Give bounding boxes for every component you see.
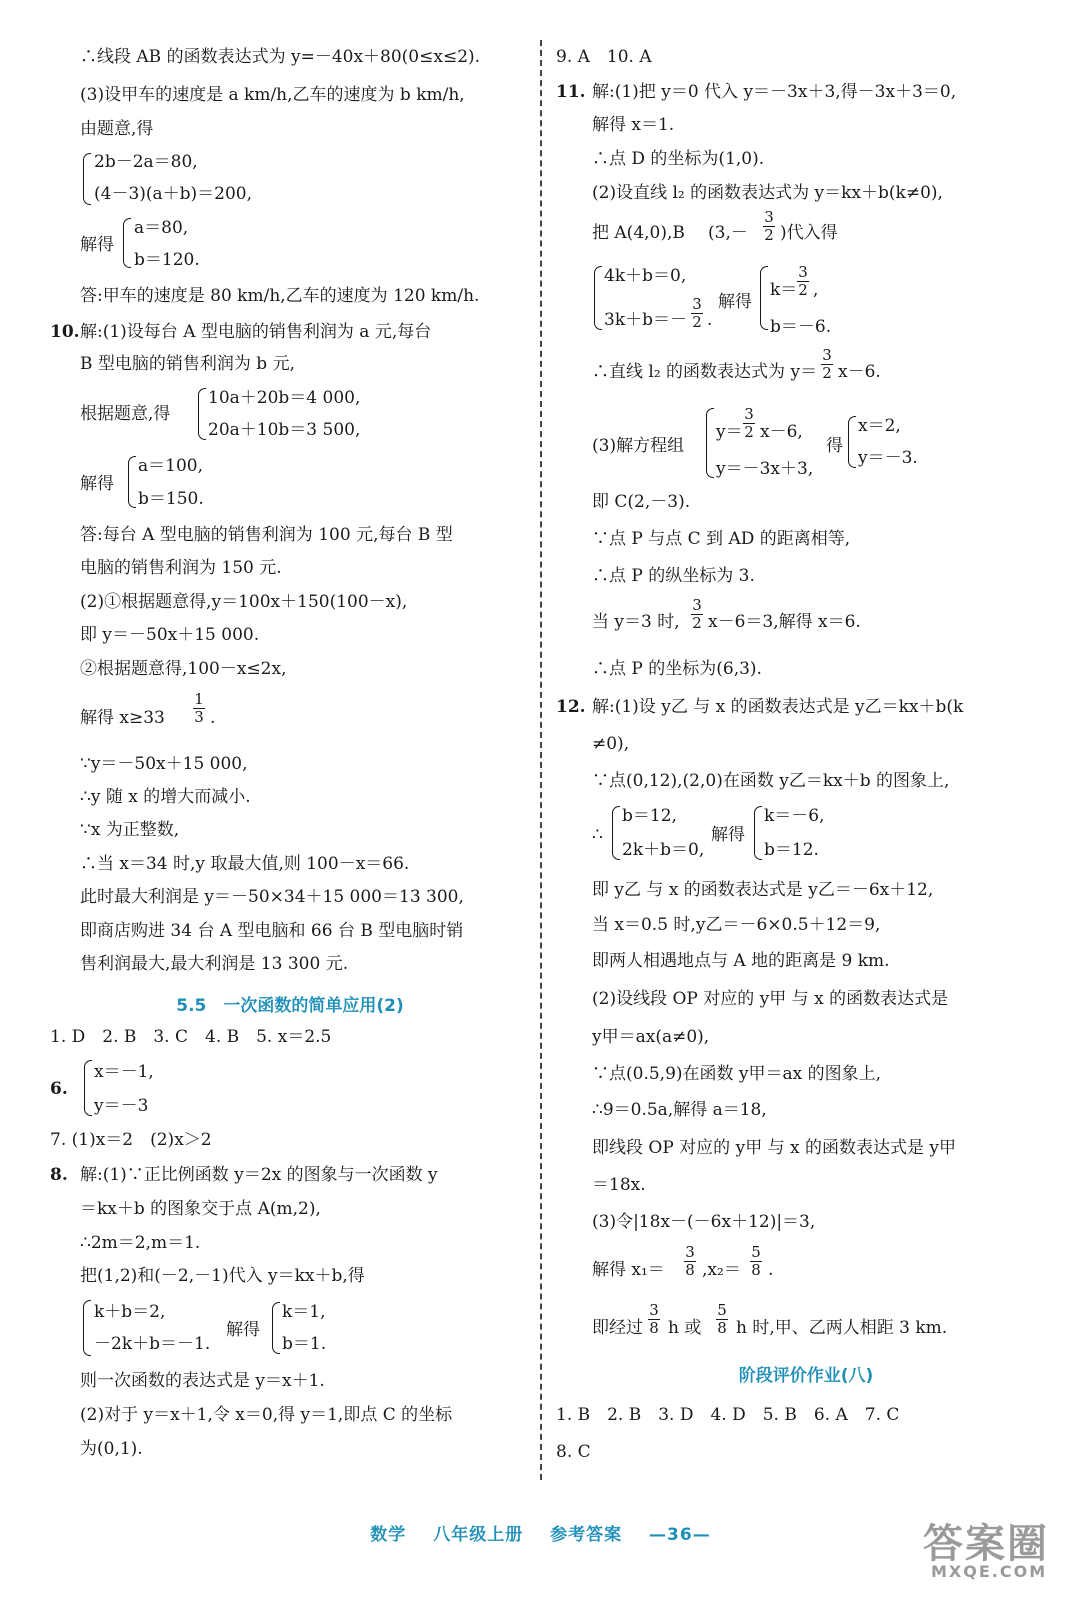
text-line: 解:(1)∵正比例函数 y＝2x 的图象与一次函数 y [80, 1165, 438, 1185]
text-line: h 时,甲、乙两人相距 3 km. [736, 1318, 948, 1338]
equation: b＝150. [138, 489, 204, 509]
section-title: 阶段评价作业(八) [738, 1366, 874, 1386]
equation: 4k＋b＝0, [604, 266, 687, 286]
equation: k＋b＝2, [94, 1302, 166, 1322]
equation: b＝1. [282, 1334, 327, 1354]
equation: a＝100, [138, 456, 203, 476]
equation: b＝12. [764, 840, 819, 860]
text-line: (2)对于 y＝x＋1,令 x＝0,得 y＝1,即点 C 的坐标 [80, 1405, 453, 1425]
equation: k＝1, [282, 1302, 326, 1322]
brace [754, 806, 762, 860]
text-line: 为(0,1). [80, 1439, 143, 1459]
numerator: 3 [685, 1243, 695, 1261]
text-line: ∴ [592, 825, 603, 845]
brace [83, 1300, 91, 1356]
text-line: 由题意,得 [80, 119, 154, 139]
text-line: ≠0), [592, 734, 630, 754]
text-line: 即 C(2,－3). [592, 492, 691, 512]
equation: a＝80, [134, 218, 189, 238]
text-line: ＝kx＋b 的图象交于点 A(m,2), [80, 1199, 321, 1219]
text-line: ∴直线 l₂ 的函数表达式为 y＝ [592, 362, 818, 382]
numerator: 3 [649, 1301, 659, 1319]
equation: b＝120. [134, 250, 200, 270]
text-line: 解得 [711, 825, 745, 845]
text-line: 即商店购进 34 台 A 型电脑和 66 台 B 型电脑时销 [80, 921, 464, 941]
text-line: 解得 [226, 1320, 260, 1340]
column-divider [540, 40, 542, 1480]
denominator: 2 [692, 313, 702, 331]
answer-line: 9. A 10. A [556, 47, 652, 67]
brace [706, 408, 714, 478]
text-line: ＝18x. [592, 1175, 646, 1195]
text-line: ∴点 P 的坐标为(6,3). [592, 659, 762, 679]
text-line: . [210, 708, 216, 728]
denominator: 2 [764, 226, 774, 244]
numerator: 5 [751, 1243, 761, 1261]
denominator: 8 [685, 1261, 695, 1279]
left-column [50, 0, 530, 1530]
brace [272, 1302, 280, 1354]
text-line: ∵x 为正整数, [80, 820, 180, 840]
text-line: ∴点 P 的纵坐标为 3. [592, 566, 755, 586]
text-line: (2)设线段 OP 对应的 y甲 与 x 的函数表达式是 [592, 989, 949, 1009]
text-line: 即 y＝－50x＋15 000. [80, 625, 260, 645]
fraction [763, 209, 775, 244]
answer-line: 1. D 2. B 3. C 4. B 5. x＝2.5 [50, 1027, 332, 1047]
denominator: 8 [649, 1319, 659, 1337]
text-line: (2)设直线 l₂ 的函数表达式为 y＝kx＋b(k≠0), [592, 183, 943, 203]
text-line: 则一次函数的表达式是 y＝x＋1. [80, 1371, 325, 1391]
question-number: 6. [50, 1079, 68, 1099]
text-line: x－6＝3,解得 x＝6. [708, 612, 861, 632]
numerator: 3 [822, 346, 832, 364]
text-line: y甲＝ax(a≠0), [592, 1027, 710, 1047]
question-number: 12. [556, 697, 586, 717]
equation: 2k＋b＝0, [622, 840, 705, 860]
text-line: 得 [826, 436, 843, 456]
text-line: 答:每台 A 型电脑的销售利润为 100 元,每台 B 型 [80, 525, 453, 545]
equation: b＝－6. [770, 317, 832, 337]
equation: 10a＋20b＝4 000, [208, 388, 361, 408]
answer-line: 8. C [556, 1442, 591, 1462]
text-line: 即 y乙 与 x 的函数表达式是 y乙＝－6x＋12, [592, 880, 934, 900]
text-line: ∵点(0,12),(2,0)在函数 y乙＝kx＋b 的图象上, [592, 771, 950, 791]
fraction [193, 691, 205, 726]
fraction [691, 296, 703, 331]
text-line: 解得 [718, 292, 752, 312]
numerator: 5 [717, 1301, 727, 1319]
text-line: ,x₂＝ [702, 1260, 741, 1280]
equation: (4－3)(a＋b)＝200, [94, 184, 253, 204]
text-line: 电脑的销售利润为 150 元. [80, 558, 282, 578]
text-line: 解:(1)设 y乙 与 x 的函数表达式是 y乙＝kx＋b(k [592, 697, 964, 717]
answer-line: 7. (1)x＝2 (2)x＞2 [50, 1130, 212, 1150]
text-line: . [768, 1260, 774, 1280]
text-line: B 型电脑的销售利润为 b 元, [80, 354, 295, 374]
brace [594, 266, 602, 330]
numerator: 3 [692, 596, 702, 614]
text-line: 把(1,2)和(－2,－1)代入 y＝kx＋b,得 [80, 1266, 365, 1286]
text-line: ∵点(0.5,9)在函数 y甲＝ax 的图象上, [592, 1064, 882, 1084]
denominator: 2 [692, 614, 702, 632]
equation: . [707, 310, 713, 330]
text-line: ②根据题意得,100－x≤2x, [80, 659, 287, 679]
equation: 20a＋10b＝3 500, [208, 420, 361, 440]
text-line: 解得 [80, 235, 114, 255]
numerator: 3 [692, 295, 702, 313]
text-line: 根据题意,得 [80, 404, 171, 424]
text-line: ∴线段 AB 的函数表达式为 y=－40x＋80(0≤x≤2). [80, 47, 481, 67]
text-line: )代入得 [780, 223, 838, 243]
denominator: 8 [751, 1261, 761, 1279]
fraction [797, 264, 809, 299]
footer-kind: 参考答案 [550, 1525, 623, 1545]
answer-line: 1. B 2. B 3. D 4. D 5. B 6. A 7. C [556, 1405, 900, 1425]
text-line: 售利润最大,最大利润是 13 300 元. [80, 954, 349, 974]
numerator: 3 [744, 405, 754, 423]
footer-subject: 数学 [370, 1525, 407, 1545]
watermark-logo [909, 1512, 1069, 1592]
numerator: 3 [764, 208, 774, 226]
brace [128, 456, 136, 508]
question-number: 10. [50, 322, 80, 342]
text-line: 解得 [80, 474, 114, 494]
equation: x＝－1, [94, 1062, 154, 1082]
text-line: 当 y＝3 时, [592, 612, 680, 632]
footer-grade: 八年级上册 [433, 1525, 524, 1545]
text-line: h 或 [668, 1318, 702, 1338]
equation: y＝－3. [858, 448, 918, 468]
equation: , [813, 280, 819, 300]
equation: k＝ [770, 280, 798, 300]
brace [760, 266, 768, 330]
text-line: (3)解方程组 [592, 436, 685, 456]
text-line: ∵y＝－50x＋15 000, [80, 754, 248, 774]
denominator: 2 [798, 281, 808, 299]
equation: k＝－6, [764, 806, 825, 826]
text-line: ∴y 随 x 的增大而减小. [80, 787, 251, 807]
equation: y＝－3x＋3, [716, 459, 814, 479]
brace [123, 218, 131, 268]
question-number: 8. [50, 1165, 68, 1185]
equation: y＝ [716, 422, 743, 442]
section-title: 5.5 一次函数的简单应用(2) [176, 996, 404, 1016]
text-line: 答:甲车的速度是 80 km/h,乙车的速度为 120 km/h. [80, 286, 480, 306]
equation: x＝2, [858, 416, 901, 436]
right-column [556, 0, 1056, 1530]
fraction [684, 1244, 696, 1279]
numerator: 3 [798, 263, 808, 281]
text-line: ∴点 D 的坐标为(1,0). [592, 149, 765, 169]
text-line: ∴9＝0.5a,解得 a＝18, [592, 1100, 767, 1120]
watermark-text: 答案圈 [923, 1521, 1049, 1567]
question-number: 11. [556, 82, 586, 102]
text-line: (3,－ [708, 223, 748, 243]
text-line: ∴当 x＝34 时,y 取最大值,则 100－x＝66. [80, 854, 410, 874]
fraction [716, 1302, 728, 1337]
brace [848, 416, 856, 468]
equation: 2b－2a＝80, [94, 152, 198, 172]
equation: －2k＋b＝－1. [94, 1334, 211, 1354]
fraction [821, 347, 833, 382]
text-line: (3)令|18x－(－6x＋12)|＝3, [592, 1212, 816, 1232]
fraction [743, 406, 755, 441]
text-line: 即线段 OP 对应的 y甲 与 x 的函数表达式是 y甲 [592, 1138, 956, 1158]
fraction [648, 1302, 660, 1337]
text-line: 解:(1)把 y＝0 代入 y＝－3x＋3,得－3x＋3＝0, [592, 82, 957, 102]
text-line: 解得 x＝1. [592, 115, 675, 135]
text-line: (3)设甲车的速度是 a km/h,乙车的速度为 b km/h, [80, 85, 465, 105]
denominator: 3 [194, 708, 204, 726]
equation: x－6, [760, 422, 803, 442]
text-line: (2)①根据题意得,y＝100x＋150(100－x), [80, 592, 408, 612]
denominator: 8 [717, 1319, 727, 1337]
text-line: 即两人相遇地点与 A 地的距离是 9 km. [592, 951, 890, 971]
text-line: 解得 x≥33 [80, 708, 165, 728]
text-line: 解:(1)设每台 A 型电脑的销售利润为 a 元,每台 [80, 322, 432, 342]
numerator: 1 [194, 690, 204, 708]
fraction [750, 1244, 762, 1279]
fraction [691, 597, 703, 632]
equation: y＝－3 [94, 1096, 149, 1116]
watermark-url: MXQE.COM [931, 1562, 1048, 1581]
denominator: 2 [744, 423, 754, 441]
brace [83, 153, 91, 205]
text-line: 把 A(4,0),B [592, 223, 685, 243]
denominator: 2 [822, 364, 832, 382]
text-line: 解得 x₁＝ [592, 1260, 665, 1280]
page-number: —36— [649, 1525, 711, 1545]
text-line: x－6. [838, 362, 881, 382]
brace [198, 388, 206, 440]
brace [84, 1060, 92, 1116]
text-line: 当 x＝0.5 时,y乙＝－6×0.5＋12＝9, [592, 915, 881, 935]
text-line: ∴2m＝2,m＝1. [80, 1233, 201, 1253]
text-line: 此时最大利润是 y＝－50×34＋15 000＝13 300, [80, 887, 464, 907]
text-line: 即经过 [592, 1318, 643, 1338]
equation: 3k＋b＝－ [604, 310, 687, 330]
equation: b＝12, [622, 806, 677, 826]
brace [612, 806, 620, 860]
text-line: ∵点 P 与点 C 到 AD 的距离相等, [592, 529, 851, 549]
